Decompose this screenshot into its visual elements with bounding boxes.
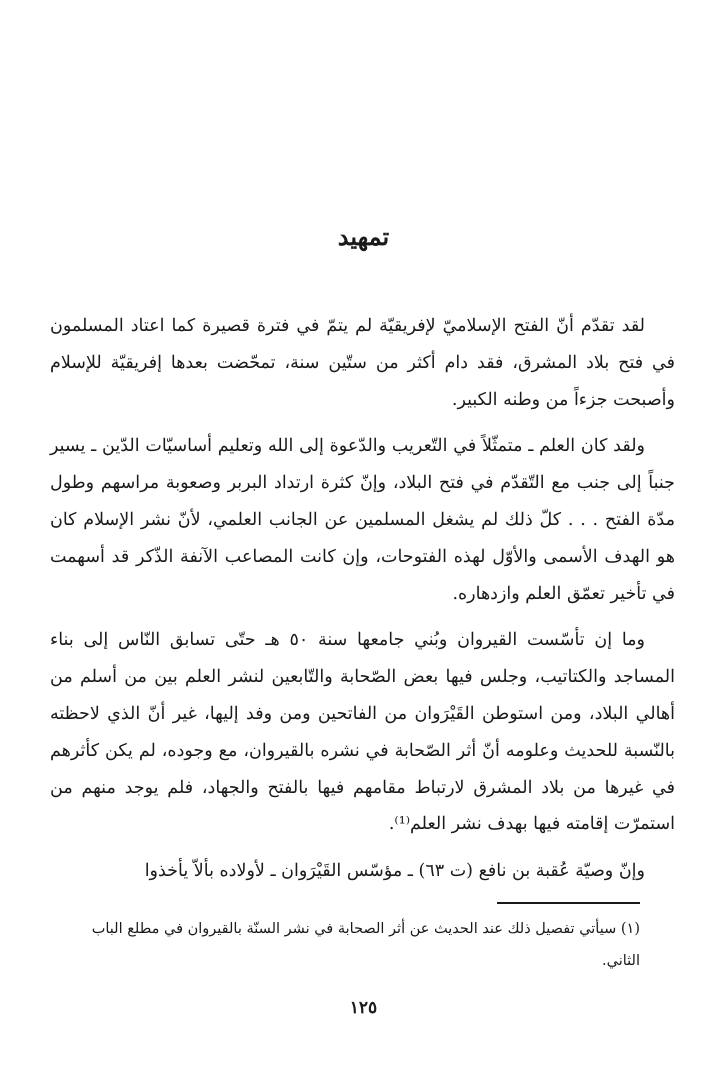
- footnote: (١) سيأتي تفصيل ذلك عند الحديث عن أثر الصحابة في نشر السنّة بالقيروان في مطلع الباب الثاني.: [91, 921, 640, 969]
- page-title: تمهيد: [337, 222, 390, 251]
- paragraph-1: لقد تقدّم أنّ الفتح الإسلاميّ لإفريقيّة لم يتمّ في فترة قصيرة كما اعتاد المسلمون في فتح بلاد المشرق، فقد دام أكثر من ستّين سنة، تمحّضت بعدها إفريقيّة للإسلام وأصبحت جزءاً من وطنه الكبير.: [50, 316, 675, 410]
- body-text: [50, 308, 675, 900]
- paragraph-2: ولقد كان العلم ـ متمثّلاً في التّعريب والدّعوة إلى الله وتعليم أساسيّات الدّين ـ يسير جنباً إلى جنب مع التّقدّم في فتح البلاد، وإنّ كثرة ارتداد البربر وصعوبة مراسهم وطول مدّة الفتح . . . كلّ ذلك لم يشغل المسلمين عن الجانب العلمي، لأنّ نشر الإسلام كان هو الهدف الأسمى والأوّل لهذه الفتوحات، وإن كانت المصاعب الآنفة الذّكر قد أسهمت في تأخير تعمّق العلم وازدهاره.: [50, 436, 675, 604]
- footnote-divider: [497, 902, 640, 904]
- paragraph-4: وإنّ وصيّة عُقبة بن نافع (ت ٦٣) ـ مؤسّس القَيْرَوان ـ لأولاده بألاّ يأخذوا: [144, 861, 645, 882]
- paragraph-3: وما إن تأسّست القيروان وبُني جامعها سنة ٥٠ هـ حتّى تسابق النّاس إلى بناء المساجد والكتاتيب، وجلس فيها بعض الصّحابة والتّابعين لنشر العلم بين من أسلم من أهالي البلاد، ومن استوطن القَيْرَوان من الفاتحين ومن وفد إليها، غير أنّ الذي لاحظته بالنّسبة للحديث وعلومه أنّ أثر الصّحابة في نشره بالقيروان، مع وجوده، لم يكن كأثرهم في غيرها من بلاد المشرق لارتباط مقامهم فيها بالفتح والجهاد، فلم يوجد منهم من استمرّت إقامته فيها بهدف نشر العلم⁽¹⁾.: [50, 630, 675, 835]
- page-number: ١٢٥: [349, 998, 378, 1018]
